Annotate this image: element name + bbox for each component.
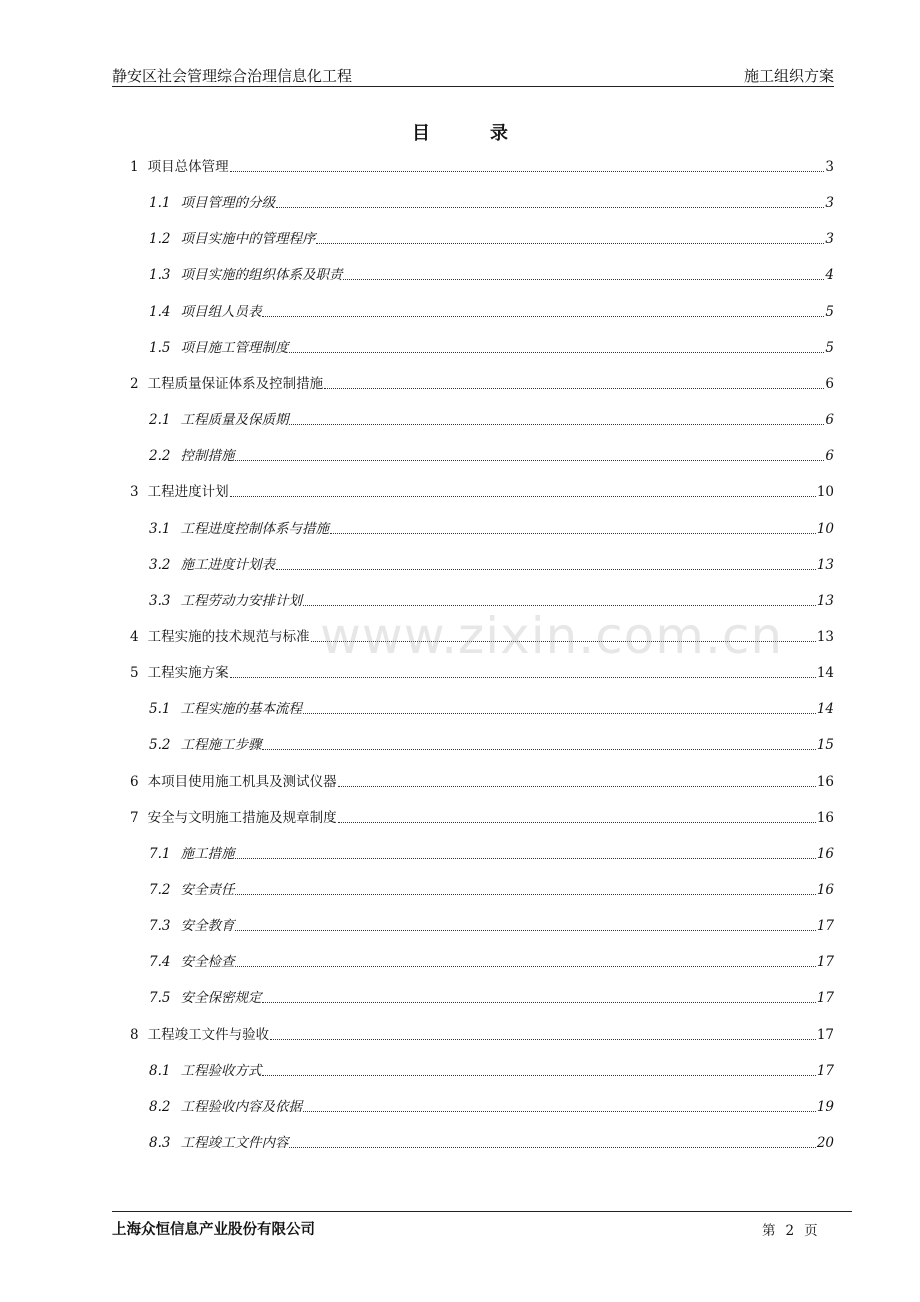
toc-entry-page: 13 [816, 593, 834, 609]
toc-entry-number: 8 [130, 1027, 139, 1043]
toc-entry[interactable] [149, 447, 834, 465]
toc-entry[interactable] [149, 194, 834, 212]
toc-dot-leader [262, 749, 815, 750]
toc-entry-label: 工程验收方式 [180, 1063, 262, 1079]
toc-entry-label: 安全检查 [180, 954, 235, 970]
toc-dot-leader [338, 786, 816, 787]
toc-entry[interactable] [130, 664, 834, 682]
toc-entry-number: 6 [130, 774, 139, 790]
toc-dot-leader [230, 677, 816, 678]
toc-entry-page: 5 [825, 340, 834, 356]
toc-entry-label: 工程验收内容及依据 [180, 1099, 302, 1115]
toc-entry-number: 5 [130, 665, 139, 681]
toc-entry-label: 工程进度控制体系与措施 [180, 521, 329, 537]
footer-page-prefix: 第 [762, 1223, 776, 1239]
toc-entry[interactable] [149, 1062, 834, 1080]
toc-entry-page: 17 [816, 918, 834, 934]
toc-dot-leader [270, 1039, 816, 1040]
toc-entry-label: 工程施工步骤 [180, 737, 262, 753]
toc-entry[interactable] [149, 411, 834, 429]
watermark: www.zixin.com.cn [320, 607, 784, 665]
toc-entry-label: 工程实施的技术规范与标准 [147, 629, 310, 645]
toc-entry-label: 安全教育 [180, 918, 235, 934]
footer-company: 上海众恒信息产业股份有限公司 [112, 1222, 315, 1238]
toc-entry-number: 7.1 [149, 846, 171, 862]
toc-entry-label: 项目施工管理制度 [180, 340, 289, 356]
toc-entry[interactable] [149, 917, 834, 935]
toc-entry[interactable] [130, 375, 834, 393]
toc-entry[interactable] [130, 773, 834, 791]
toc-entry-page: 16 [816, 846, 834, 862]
toc-entry[interactable] [130, 1026, 834, 1044]
toc-entry[interactable] [149, 953, 834, 971]
toc-entry[interactable] [149, 556, 834, 574]
toc-dot-leader [324, 388, 824, 389]
toc-entry[interactable] [149, 736, 834, 754]
toc-entry[interactable] [149, 1098, 834, 1116]
toc-entry-number: 7.4 [149, 954, 171, 970]
toc-entry-page: 17 [816, 1027, 834, 1043]
toc-entry-page: 4 [825, 267, 834, 283]
toc-entry-number: 4 [130, 629, 139, 645]
header-project-title: 静安区社会管理综合治理信息化工程 [112, 67, 353, 85]
footer-page-indicator [762, 1219, 818, 1239]
toc-dot-leader [230, 496, 816, 497]
toc-dot-leader [262, 1002, 815, 1003]
toc-dot-leader [303, 713, 816, 714]
toc-entry-label: 安全保密规定 [180, 990, 262, 1006]
page-header [112, 66, 834, 87]
toc-dot-leader [276, 569, 816, 570]
toc-dot-leader [235, 894, 815, 895]
toc-entry-label: 本项目使用施工机具及测试仪器 [147, 774, 337, 790]
toc-entry-page: 14 [816, 665, 834, 681]
toc-title [0, 119, 920, 145]
toc-dot-leader [262, 1075, 815, 1076]
toc-entry-label: 项目实施中的管理程序 [180, 231, 316, 247]
toc-entry-number: 3.3 [149, 593, 171, 609]
toc-title-part2: 录 [490, 123, 508, 144]
toc-entry-page: 17 [816, 1063, 834, 1079]
toc-entry-number: 5.1 [149, 701, 171, 717]
toc-entry[interactable] [149, 700, 834, 718]
toc-dot-leader [235, 930, 815, 931]
toc-entry-page: 16 [816, 774, 834, 790]
toc-dot-leader [289, 424, 824, 425]
toc-entry-page: 6 [825, 412, 834, 428]
toc-entry-page: 20 [816, 1135, 834, 1151]
toc-entry-page: 17 [816, 954, 834, 970]
toc-entry-number: 7.5 [149, 990, 171, 1006]
toc-title-part1: 目 [412, 123, 430, 144]
toc-entry-page: 15 [816, 737, 834, 753]
toc-entry-label: 控制措施 [180, 448, 235, 464]
toc-entry-number: 1.1 [149, 195, 171, 211]
toc-entry-number: 8.1 [149, 1063, 171, 1079]
toc-entry-page: 5 [825, 304, 834, 320]
header-document-type: 施工组织方案 [743, 67, 834, 85]
toc-entry-label: 工程质量及保质期 [180, 412, 289, 428]
toc-entry-label: 施工进度计划表 [180, 557, 275, 573]
toc-entry-number: 2.2 [149, 448, 171, 464]
toc-entry[interactable] [149, 266, 834, 284]
toc-entry-number: 2 [130, 376, 139, 392]
toc-entry-page: 16 [816, 810, 834, 826]
toc-entry-label: 工程实施的基本流程 [180, 701, 302, 717]
toc-entry-number: 7.2 [149, 882, 171, 898]
toc-dot-leader [289, 1147, 815, 1148]
toc-entry-page: 16 [816, 882, 834, 898]
footer-divider [112, 1211, 852, 1212]
toc-dot-leader [303, 605, 816, 606]
toc-entry[interactable] [149, 339, 834, 357]
toc-entry-page: 6 [825, 448, 834, 464]
toc-entry-number: 3.2 [149, 557, 171, 573]
toc-entry-number: 3 [130, 484, 139, 500]
toc-dot-leader [235, 858, 815, 859]
toc-entry-label: 工程竣工文件与验收 [147, 1027, 270, 1043]
toc-entry[interactable] [149, 520, 834, 538]
toc-entry-number: 7 [130, 810, 139, 826]
toc-dot-leader [303, 1111, 816, 1112]
toc-entry-number: 7.3 [149, 918, 171, 934]
toc-entry[interactable] [149, 230, 834, 248]
toc-dot-leader [330, 533, 816, 534]
toc-entry-number: 1.4 [149, 304, 171, 320]
toc-entry-page: 13 [816, 629, 834, 645]
toc-dot-leader [235, 460, 824, 461]
toc-dot-leader [230, 171, 825, 172]
toc-entry-label: 安全与文明施工措施及规章制度 [147, 810, 337, 826]
toc-entry-label: 项目实施的组织体系及职责 [180, 267, 343, 283]
toc-entry[interactable] [149, 303, 834, 321]
toc-entry-label: 工程质量保证体系及控制措施 [147, 376, 324, 392]
toc-entry-number: 1.5 [149, 340, 171, 356]
toc-entry-page: 3 [825, 231, 834, 247]
toc-entry-label: 项目组人员表 [180, 304, 262, 320]
toc-entry-label: 工程竣工文件内容 [180, 1135, 289, 1151]
toc-entry-number: 8.3 [149, 1135, 171, 1151]
toc-entry[interactable] [149, 845, 834, 863]
toc-entry-label: 安全责任 [180, 882, 235, 898]
toc-entry-page: 3 [825, 195, 834, 211]
toc-entry-page: 10 [816, 484, 834, 500]
toc-entry-page: 6 [825, 376, 834, 392]
toc-entry-number: 2.1 [149, 412, 171, 428]
footer-page-suffix: 页 [804, 1223, 818, 1239]
toc-entry-label: 工程进度计划 [147, 484, 229, 500]
toc-entry[interactable] [130, 158, 834, 176]
toc-entry-page: 3 [825, 159, 834, 175]
toc-entry-page: 13 [816, 557, 834, 573]
toc-entry[interactable] [149, 989, 834, 1007]
toc-dot-leader [276, 207, 824, 208]
toc-entry-number: 8.2 [149, 1099, 171, 1115]
footer-page-number: 2 [785, 1223, 795, 1239]
toc-entry[interactable] [149, 881, 834, 899]
toc-entry-label: 项目管理的分级 [180, 195, 275, 211]
toc-entry-number: 1.3 [149, 267, 171, 283]
toc-dot-leader [262, 316, 824, 317]
toc-entry-label: 项目总体管理 [147, 159, 229, 175]
toc-entry-page: 10 [816, 521, 834, 537]
toc-dot-leader [289, 352, 824, 353]
toc-entry-page: 19 [816, 1099, 834, 1115]
toc-dot-leader [343, 279, 824, 280]
toc-entry-label: 施工措施 [180, 846, 235, 862]
toc-entry-number: 3.1 [149, 521, 171, 537]
toc-entry-label: 工程劳动力安排计划 [180, 593, 302, 609]
toc-entry[interactable] [130, 809, 834, 827]
toc-dot-leader [338, 822, 816, 823]
toc-entry-number: 1 [130, 159, 139, 175]
toc-entry-page: 14 [816, 701, 834, 717]
toc-entry-page: 17 [816, 990, 834, 1006]
toc-entry-label: 工程实施方案 [147, 665, 229, 681]
toc-entry[interactable] [149, 1134, 834, 1152]
toc-entry[interactable] [130, 483, 834, 501]
toc-dot-leader [316, 243, 824, 244]
toc-dot-leader [235, 966, 815, 967]
toc-entry-number: 1.2 [149, 231, 171, 247]
toc-entry-number: 5.2 [149, 737, 171, 753]
